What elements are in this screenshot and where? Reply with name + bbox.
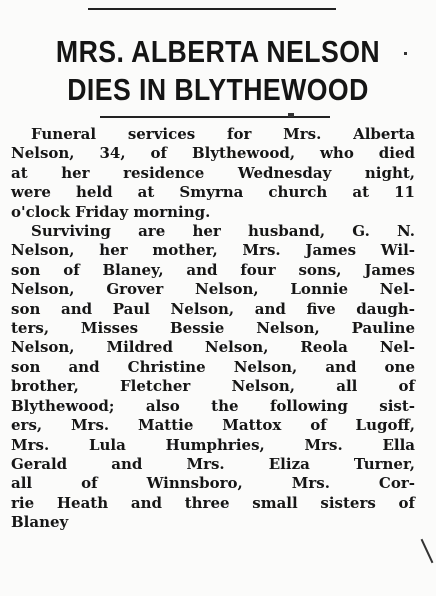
- article-line: son and Paul Nelson, and five daugh-: [11, 299, 415, 318]
- article-line: Nelson, her mother, Mrs. James Wil-: [11, 241, 415, 260]
- print-speck: [404, 52, 407, 55]
- headline-divider: [100, 116, 330, 118]
- headline-line-2: DIES IN BLYTHEWOOD: [67, 72, 369, 107]
- article-line: all of Winnsboro, Mrs. Cor-: [11, 474, 415, 493]
- article-line: rie Heath and three small sisters of: [11, 493, 415, 512]
- article-line: Mrs. Lula Humphries, Mrs. Ella: [11, 435, 415, 454]
- article-line: son of Blaney, and four sons, James: [11, 260, 415, 279]
- article-line: Surviving are her husband, G. N.: [31, 222, 415, 241]
- article-line: Blaney: [11, 513, 69, 532]
- print-speck: [288, 113, 294, 117]
- article-line: Blythewood; also the following sist-: [11, 396, 415, 415]
- article-line: brother, Fletcher Nelson, all of: [11, 377, 415, 396]
- top-divider: [88, 8, 336, 10]
- article-line: Nelson, 34, of Blythewood, who died: [11, 144, 415, 163]
- paragraph-2: [11, 222, 415, 533]
- article-line: at her residence Wednesday night,: [11, 163, 415, 182]
- article-line: Funeral services for Mrs. Alberta: [31, 125, 415, 143]
- article-line: ters, Misses Bessie Nelson, Pauline: [11, 319, 415, 338]
- article-line: ers, Mrs. Mattie Mattox of Lugoff,: [11, 416, 415, 435]
- headline-line-1: MRS. ALBERTA NELSON: [55, 34, 381, 69]
- print-speck: [421, 539, 434, 563]
- article-line: were held at Smyrna church at 11: [11, 183, 415, 202]
- article-line: Nelson, Mildred Nelson, Reola Nel-: [11, 338, 415, 357]
- article-body: [11, 125, 415, 533]
- paragraph-1: [11, 125, 415, 222]
- article-line: son and Christine Nelson, and one: [11, 357, 415, 376]
- article-line: Gerald and Mrs. Eliza Turner,: [11, 454, 415, 473]
- article-line: Nelson, Grover Nelson, Lonnie Nel-: [11, 280, 415, 299]
- article-line: o'clock Friday morning.: [11, 202, 211, 221]
